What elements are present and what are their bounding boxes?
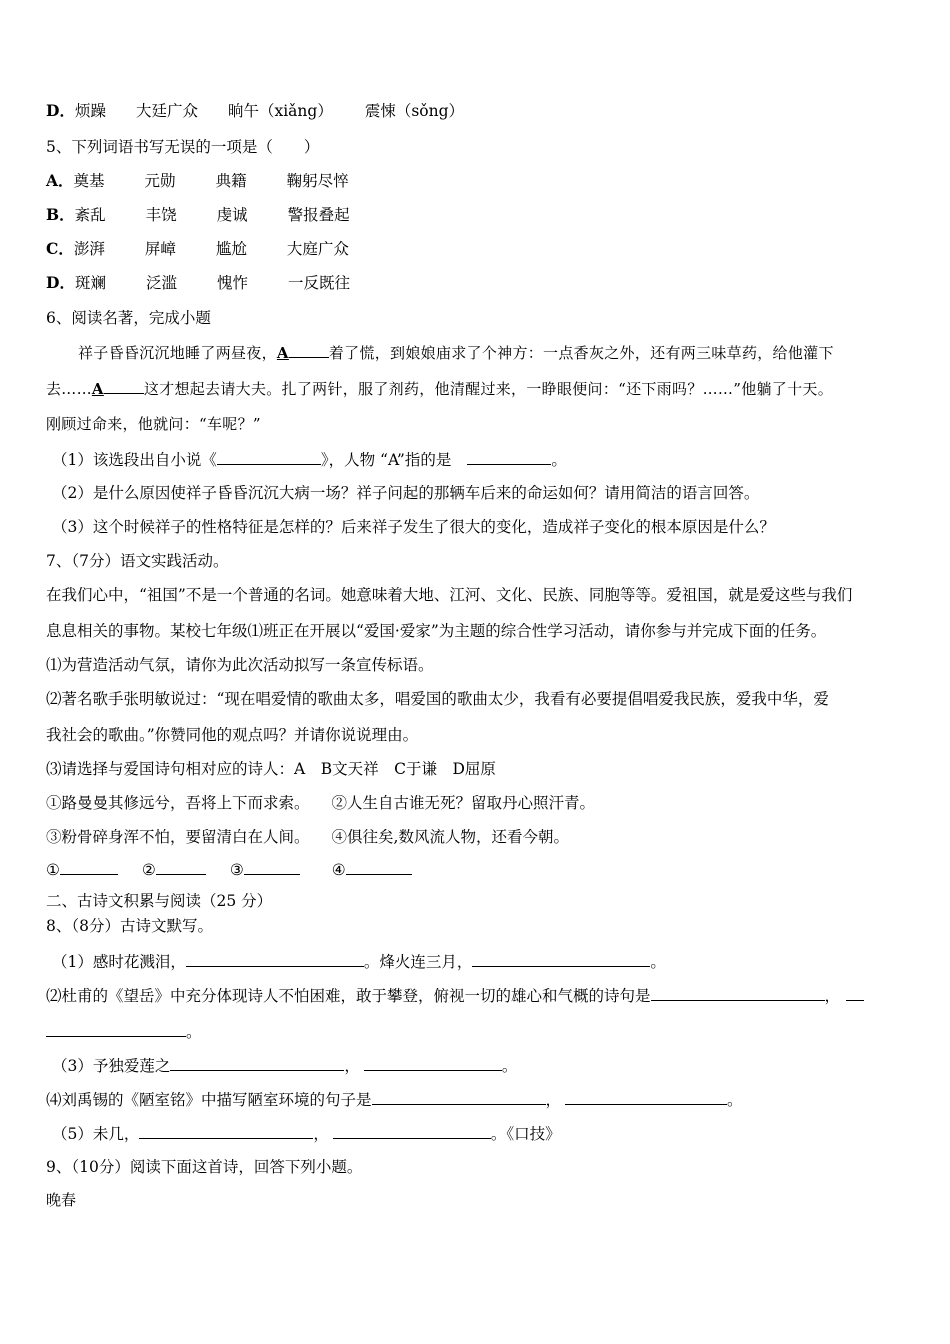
q8-blank-5b xyxy=(333,1122,491,1139)
q8-blank-2b xyxy=(46,1020,186,1037)
q8-line3: （3）予独爱莲之 ， 。 xyxy=(52,1054,517,1077)
q8-blank-2b-start xyxy=(846,984,864,1001)
q7-poem-3: ③粉骨碎身浑不怕，要留清白在人间。 xyxy=(46,828,310,846)
q6-a-blank xyxy=(289,341,329,358)
q8-blank-1a xyxy=(186,950,364,967)
q7-poem-1: ①路曼曼其修远兮，吾将上下而求索。 xyxy=(46,794,310,812)
q7-intro-line1: 在我们心中，“祖国”不是一个普通的名词。她意味着大地、江河、文化、民族、同胞等等。爱祖国，就是爱这些与我们 xyxy=(46,586,853,604)
q5-option-b: B．紊乱 丰饶 虔诚 警报叠起 xyxy=(46,205,350,224)
q4-option-d: D．烦躁 大廷广众 晌午（xiǎng） 震悚（sǒng） xyxy=(46,101,465,120)
q8-blank-1b xyxy=(472,950,650,967)
q5-stem: 5、下列词语书写无误的一项是（ ） xyxy=(46,138,320,156)
q5-option-d: D．斑斓 泛滥 愧怍 一反既往 xyxy=(46,273,351,292)
q9-stem: 9、（10分）阅读下面这首诗，回答下列小题。 xyxy=(46,1158,363,1176)
q6-passage-line1: 祥子昏昏沉沉地睡了两昼夜，A 着了慌，到娘娘庙求了个神方：一点香灰之外，还有两三味草药，给他灌下 xyxy=(78,341,834,364)
q7-stem: 7、（7分）语文实践活动。 xyxy=(46,552,229,570)
q8-blank-3a xyxy=(170,1054,344,1071)
answer-blank-2 xyxy=(156,858,206,875)
q6-sub3: （3）这个时候祥子的性格特征是怎样的？后来祥子发生了很大的变化，造成祥子变化的根本原因是什么？ xyxy=(52,518,775,536)
q8-stem: 8、（8分）古诗文默写。 xyxy=(46,917,213,935)
q9-poem-title: 晚春 xyxy=(46,1191,77,1209)
q8-line1: （1）感时花溅泪， 。烽火连三月， 。 xyxy=(52,950,666,973)
q6-sub2: （2）是什么原因使祥子昏昏沉沉大病一场？祥子问起的那辆车后来的命运如何？请用简洁的语言回答。 xyxy=(52,484,760,502)
q8-line2-cont: 。 xyxy=(46,1020,202,1043)
q7-poem-2: ②人生自古谁无死？留取丹心照汗青。 xyxy=(331,794,596,812)
q7-poem-4: ④俱往矣,数风流人物，还看今朝。 xyxy=(331,828,569,846)
q8-blank-4b xyxy=(565,1088,727,1105)
q6-novel-blank xyxy=(217,448,321,465)
q8-blank-3b xyxy=(364,1054,502,1071)
q7-task1: ⑴为营造活动气氛，请你为此次活动拟写一条宣传标语。 xyxy=(46,656,434,674)
q6-stem: 6、阅读名著，完成小题 xyxy=(46,309,211,327)
q7-answer-row: ① ② ③ ④ xyxy=(46,858,412,881)
q7-poems-row2 xyxy=(46,826,569,848)
q5-option-c: C．澎湃 屏嶂 尴尬 大庭广众 xyxy=(46,239,349,258)
q7-poems-row1 xyxy=(46,792,595,814)
q8-blank-2a xyxy=(651,984,825,1001)
q6-passage-line2: 去……A 这才想起去请大夫。扎了两针，服了剂药，他清醒过来，一睁眼便问：“还下雨吗？……”他躺了十天。 xyxy=(46,377,833,400)
section-2-heading: 二、古诗文积累与阅读（25 分） xyxy=(46,892,273,910)
q6-passage-line3: 刚顾过命来，他就问：“车呢？” xyxy=(46,415,261,433)
q8-line2: ⑵杜甫的《望岳》中充分体现诗人不怕困难，敢于攀登，俯视一切的雄心和气概的诗句是 ， xyxy=(46,984,864,1007)
answer-blank-3 xyxy=(244,858,300,875)
q8-line5: （5）未几， ， 。《口技》 xyxy=(52,1122,561,1145)
q6-a-blank-2 xyxy=(104,377,144,394)
q5-option-a: A．奠基 元勋 典籍 鞠躬尽悴 xyxy=(46,171,349,190)
q8-blank-5a xyxy=(139,1122,313,1139)
answer-blank-4 xyxy=(346,858,412,875)
q8-blank-4a xyxy=(372,1088,546,1105)
q7-task2-line1: ⑵著名歌手张明敏说过：“现在唱爱情的歌曲太多，唱爱国的歌曲太少，我看有必要提倡唱爱我民族，爱我中华，爱 xyxy=(46,690,829,708)
q7-task2-line2: 我社会的歌曲。”你赞同他的观点吗？并请你说说理由。 xyxy=(46,726,419,744)
answer-blank-1 xyxy=(60,858,118,875)
q7-task3: ⑶请选择与爱国诗句相对应的诗人：A B文天祥 C于谦 D屈原 xyxy=(46,760,496,778)
q6-person-blank xyxy=(467,448,551,465)
q8-line4: ⑷刘禹锡的《陋室铭》中描写陋室环境的句子是 ， 。 xyxy=(46,1088,743,1111)
q7-intro-line2: 息息相关的事物。某校七年级⑴班正在开展以“爱国·爱家”为主题的综合性学习活动，请你参与并完成下面的任务。 xyxy=(46,622,827,640)
q6-sub1: （1）该选段出自小说《 》，人物 “A”指的是 。 xyxy=(52,448,567,471)
